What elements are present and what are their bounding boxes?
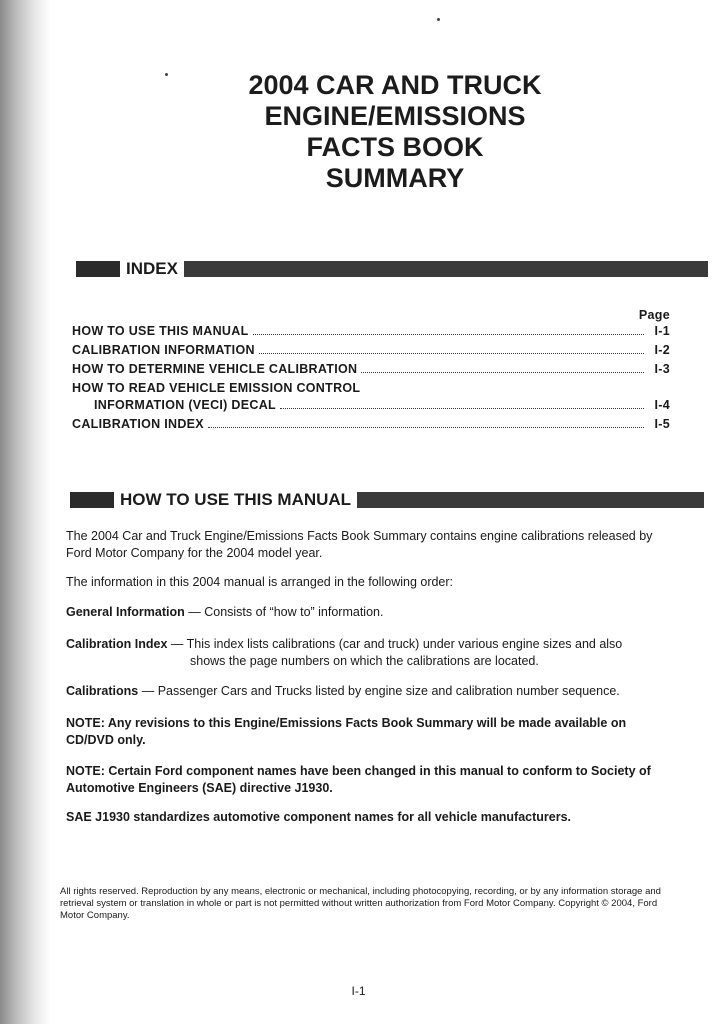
sae-names-note: NOTE: Certain Ford component names have been changed in this manual to conform to Society of Automotive Engineers (SAE) directive J1930.: [66, 764, 651, 795]
general-information-label: General Information: [66, 605, 185, 619]
toc-entry-page: I-3: [654, 362, 670, 376]
heading-block: [70, 492, 114, 508]
calibration-index-paragraph: [66, 636, 670, 670]
calibration-index-text: — This index lists calibrations (car and truck) under various engine sizes and also: [167, 637, 623, 651]
toc-entry-page: I-5: [654, 417, 670, 431]
toc-entry-page: I-1: [654, 324, 670, 338]
scan-speck: [165, 73, 168, 76]
calibration-index-label: Calibration Index: [66, 637, 168, 651]
heading-bar: [184, 261, 708, 277]
dot-leader: [253, 334, 644, 335]
document-title: [200, 70, 590, 194]
toc-entry-title: HOW TO DETERMINE VEHICLE CALIBRATION: [72, 362, 358, 376]
toc-entry[interactable]: [72, 398, 670, 417]
index-heading-label: INDEX: [126, 259, 178, 278]
toc-entry[interactable]: [72, 324, 670, 343]
calibrations-text: — Passenger Cars and Trucks listed by engine size and calibration number sequence.: [138, 684, 620, 698]
toc-entry-title: HOW TO USE THIS MANUAL: [72, 324, 249, 338]
index-heading: [76, 258, 708, 280]
toc-entry-page: I-4: [654, 398, 670, 412]
heading-bar: [357, 492, 704, 508]
toc-entry-page: I-2: [654, 343, 670, 357]
title-line-4: SUMMARY: [325, 163, 465, 193]
toc-entry[interactable]: [72, 362, 670, 381]
revision-note: NOTE: Any revisions to this Engine/Emissions Facts Book Summary will be made available on CD/DVD only.: [66, 716, 627, 747]
title-line-3: FACTS BOOK: [306, 132, 484, 162]
manual-heading: [70, 489, 704, 511]
intro-paragraph: The 2004 Car and Truck Engine/Emissions Facts Book Summary contains engine calibrations released by Ford Motor Company for the 2004 model year.: [66, 529, 653, 560]
manual-heading-label: HOW TO USE THIS MANUAL: [120, 490, 352, 509]
order-paragraph: The information in this 2004 manual is arranged in the following order:: [66, 575, 454, 589]
calibration-index-text-continued: shows the page numbers on which the calibrations are located.: [190, 654, 539, 668]
title-line-1: 2004 CAR AND TRUCK: [248, 70, 542, 100]
toc-entry[interactable]: [72, 343, 670, 362]
calibrations-paragraph: [66, 683, 670, 700]
toc-entry-title: CALIBRATION INDEX: [72, 417, 204, 431]
sae-standard-statement: SAE J1930 standardizes automotive component names for all vehicle manufacturers.: [66, 810, 572, 824]
general-information-paragraph: [66, 604, 670, 621]
dot-leader: [361, 372, 644, 373]
page-column-label: Page: [638, 308, 670, 322]
dot-leader: [208, 427, 644, 428]
copyright-notice: All rights reserved. Reproduction by any means, electronic or mechanical, including photocopying, recording, or by any information storage and retrieval system or translation in whole or part is not permitted without written authorization from Ford Motor Company. Copyright © 2004, Ford Motor Company.: [60, 886, 661, 921]
scan-speck: [437, 18, 440, 21]
toc-entry-title[interactable]: HOW TO READ VEHICLE EMISSION CONTROL: [72, 381, 361, 395]
toc-entry-title-continued: INFORMATION (VECI) DECAL: [94, 398, 276, 412]
toc-entry[interactable]: [72, 417, 670, 436]
dot-leader: [280, 408, 644, 409]
heading-block: [76, 261, 120, 277]
page-number: I-1: [351, 984, 366, 998]
toc-entry-title: CALIBRATION INFORMATION: [72, 343, 255, 357]
title-line-2: ENGINE/EMISSIONS: [264, 101, 526, 131]
general-information-text: — Consists of “how to” information.: [184, 605, 384, 619]
dot-leader: [259, 353, 644, 354]
index-table: [72, 308, 670, 436]
scan-spine-shadow: [0, 0, 50, 1024]
calibrations-label: Calibrations: [66, 684, 139, 698]
